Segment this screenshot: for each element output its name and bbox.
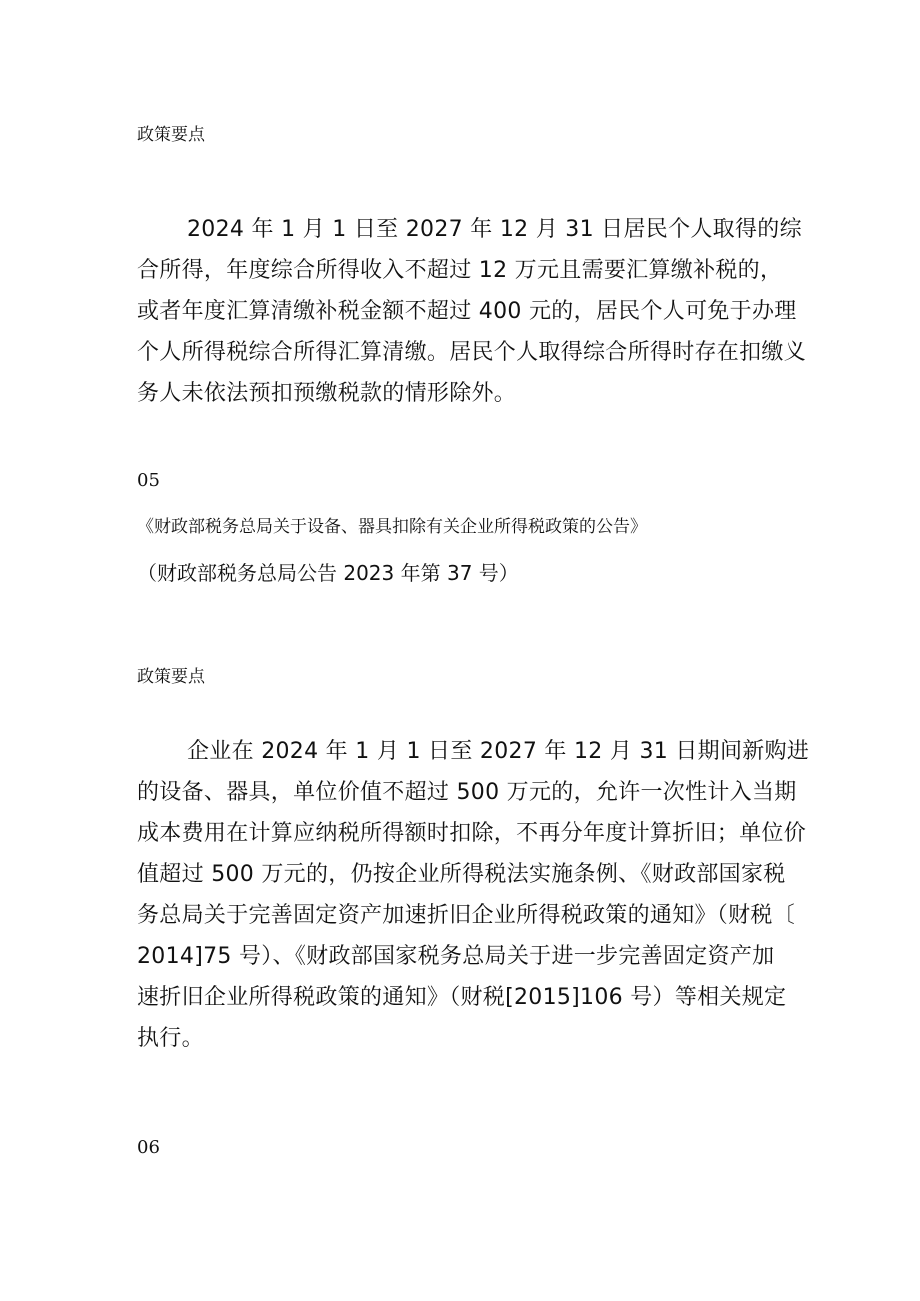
- item-number: 06: [137, 1137, 160, 1158]
- document-title: 《财政部税务总局关于设备、器具扣除有关企业所得税政策的公告》: [137, 517, 647, 537]
- paragraph-line: 个人所得税综合所得汇算清缴。居民个人取得综合所得时存在扣缴义: [137, 340, 807, 365]
- policy-paragraph: [137, 209, 807, 414]
- paragraph-line: 合所得，年度综合所得收入不超过 12 万元且需要汇算缴补税的，: [137, 258, 783, 283]
- paragraph-line: 的设备、器具，单位价值不超过 500 万元的，允许一次性计入当期: [137, 780, 797, 805]
- paragraph-line: 企业在 2024 年 1 月 1 日至 2027 年 12 月 31 日期间新购进: [187, 739, 810, 764]
- document-reference: （财政部税务总局公告 2023 年第 37 号）: [137, 561, 519, 585]
- paragraph-line: 执行。: [137, 1026, 204, 1051]
- policy-paragraph: [137, 731, 810, 1059]
- paragraph-line: 务总局关于完善固定资产加速折旧企业所得税政策的通知》（财税〔: [137, 903, 796, 928]
- item-number: 05: [137, 470, 160, 491]
- section-heading: 政策要点: [137, 125, 205, 145]
- paragraph-line: 成本费用在计算应纳税所得额时扣除，不再分年度计算折旧；单位价: [137, 821, 807, 846]
- section-heading: 政策要点: [137, 667, 205, 687]
- paragraph-line: 值超过 500 万元的，仍按企业所得税法实施条例、《财政部国家税: [137, 862, 786, 887]
- paragraph-line: 速折旧企业所得税政策的通知》（财税[2015]106 号）等相关规定: [137, 985, 787, 1010]
- paragraph-line: 2024 年 1 月 1 日至 2027 年 12 月 31 日居民个人取得的综: [187, 217, 802, 242]
- paragraph-line: 2014]75 号）、《财政部国家税务总局关于进一步完善固定资产加: [137, 944, 775, 969]
- paragraph-line: 务人未依法预扣预缴税款的情形除外。: [137, 381, 517, 406]
- paragraph-line: 或者年度汇算清缴补税金额不超过 400 元的，居民个人可免于办理: [137, 299, 797, 324]
